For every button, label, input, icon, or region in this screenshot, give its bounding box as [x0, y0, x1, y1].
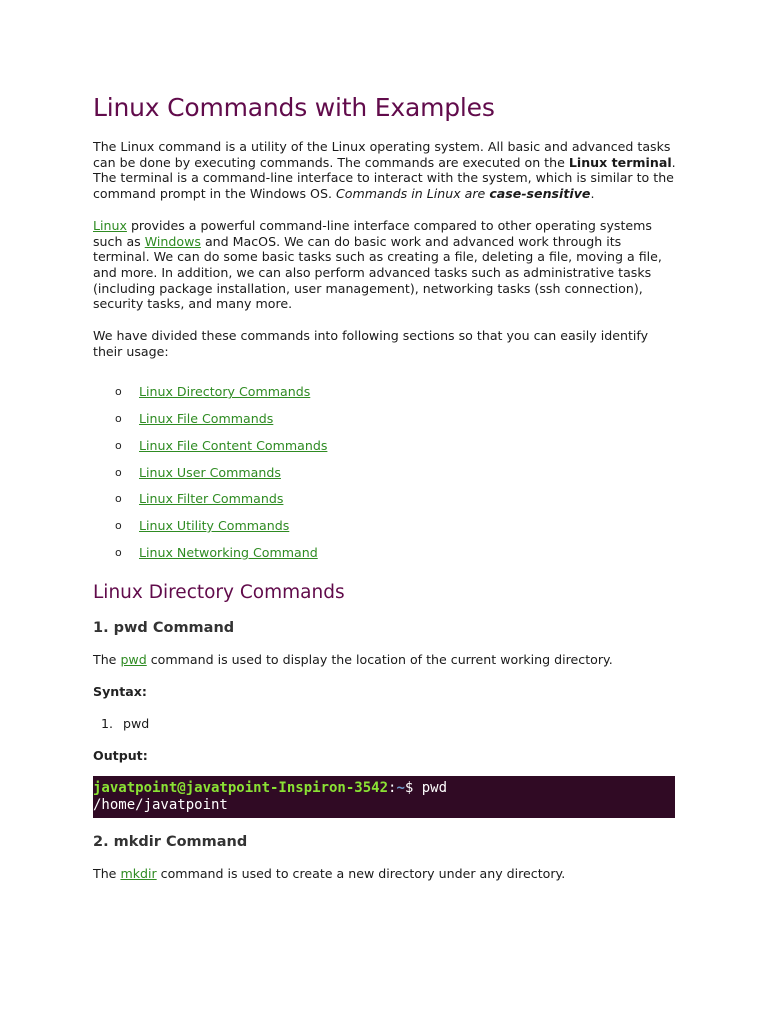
- intro-paragraph: [93, 139, 678, 202]
- mkdir-desc-post: command is used to create a new directory under any directory.: [156, 866, 566, 882]
- bullet-icon: o: [115, 385, 122, 399]
- output-label: Output:: [93, 748, 148, 764]
- terminal-path: ~: [396, 780, 405, 797]
- third-paragraph: We have divided these commands into following sections so that you can easily identify their usage:: [93, 328, 649, 359]
- section-link-user[interactable]: Linux User Commands: [139, 464, 281, 480]
- pwd-description: [93, 652, 678, 668]
- intro-bold-terminal: Linux terminal: [568, 154, 672, 170]
- syntax-label: Syntax:: [93, 684, 147, 700]
- bullet-icon: o: [115, 545, 122, 559]
- section-link-file[interactable]: Linux File Commands: [139, 411, 274, 427]
- intro-text-2: . The terminal is a command-line interface to interact with the system, which is similar to the command prompt in the Windows OS.: [93, 154, 676, 202]
- mkdir-heading: 2. mkdir Command: [93, 834, 248, 851]
- windows-link[interactable]: Windows: [144, 233, 201, 249]
- pwd-heading: 1. pwd Command: [93, 620, 235, 637]
- pwd-link[interactable]: pwd: [120, 652, 147, 668]
- terminal-user: javatpoint@javatpoint-Inspiron-3542: [93, 780, 389, 797]
- linux-link[interactable]: Linux: [93, 217, 127, 233]
- pwd-desc-pre: The: [93, 652, 121, 668]
- intro-text-1: The Linux command is a utility of the Linux operating system. All basic and advanced tasks can be done by executing commands. The commands are executed on the: [93, 139, 671, 170]
- page-title: Linux Commands with Examples: [93, 93, 495, 122]
- terminal-result: /home/javatpoint: [93, 797, 228, 814]
- section-link-directory[interactable]: Linux Directory Commands: [139, 384, 311, 400]
- section-link-utility[interactable]: Linux Utility Commands: [139, 517, 290, 533]
- list-item: [93, 433, 678, 460]
- section-heading-directory: Linux Directory Commands: [93, 582, 345, 604]
- second-text-2: and MacOS. We can do basic work and advanced work through its terminal. We can do some basic tasks such as creating a file, deleting a file, moving a file, and more. In addition, we can also perform advanced tasks such as administrative tasks (including package installation, user management), networking tasks (ssh connection), security tasks, and many more.: [93, 233, 662, 312]
- mkdir-description: [93, 866, 678, 882]
- sections-list: [93, 379, 678, 566]
- bullet-icon: o: [115, 492, 122, 506]
- terminal-command: $ pwd: [404, 780, 448, 797]
- second-paragraph: [93, 218, 678, 312]
- bullet-icon: o: [115, 465, 122, 479]
- intro-case-sensitive: case-sensitive: [489, 186, 591, 202]
- list-item: [93, 486, 678, 513]
- syntax-list: [93, 716, 678, 732]
- bullet-icon: o: [115, 518, 122, 532]
- list-item: [93, 460, 678, 487]
- pwd-desc-post: command is used to display the location of the current working directory.: [146, 652, 613, 668]
- article: [93, 90, 678, 882]
- terminal-prompt-line: [93, 780, 675, 797]
- section-link-networking[interactable]: Linux Networking Command: [139, 544, 318, 560]
- terminal-output: [93, 776, 675, 818]
- bullet-icon: o: [115, 438, 122, 452]
- list-item: [93, 513, 678, 540]
- section-link-file-content[interactable]: Linux File Content Commands: [139, 437, 328, 453]
- list-item: [93, 406, 678, 433]
- list-item: [93, 540, 678, 567]
- mkdir-desc-pre: The: [93, 866, 121, 882]
- terminal-colon: :: [388, 780, 397, 797]
- mkdir-link[interactable]: mkdir: [120, 866, 157, 882]
- section-link-filter[interactable]: Linux Filter Commands: [139, 491, 284, 507]
- list-item: [93, 379, 678, 406]
- intro-end: .: [590, 186, 595, 202]
- syntax-item: 1. pwd: [117, 716, 678, 732]
- intro-italic-text: Commands in Linux are: [335, 186, 490, 202]
- second-text-1: provides a powerful command-line interface compared to other operating systems such as: [93, 217, 652, 249]
- bullet-icon: o: [115, 412, 122, 426]
